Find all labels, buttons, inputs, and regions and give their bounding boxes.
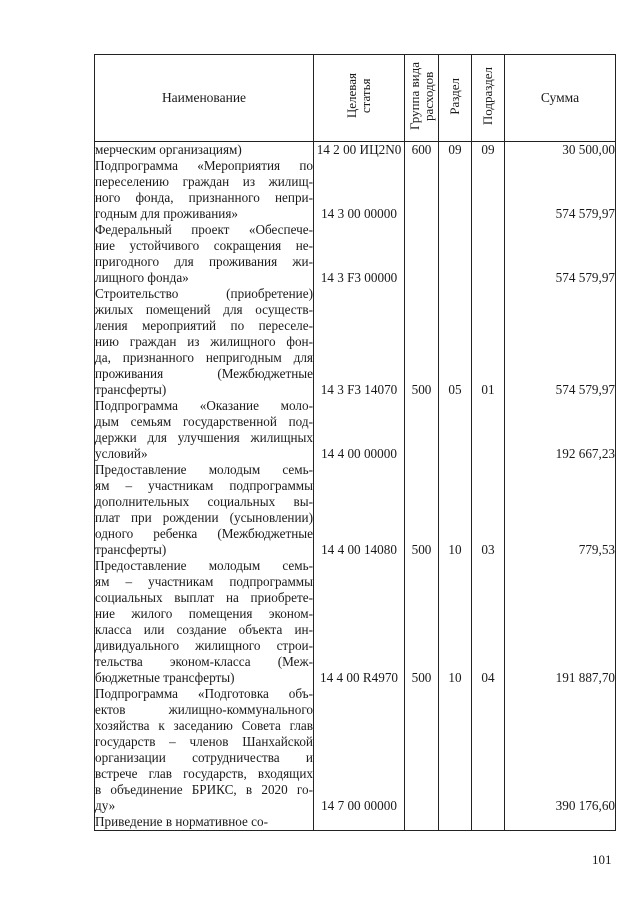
row-subsection: 01: [472, 286, 505, 398]
row-code: [314, 814, 405, 831]
row-name-line: бюджетные трансферты): [95, 670, 235, 685]
table-row: [95, 814, 616, 831]
row-section: 09: [439, 142, 472, 159]
row-name-line: условий»: [95, 446, 148, 461]
row-group: 600: [405, 142, 439, 159]
row-group: 500: [405, 286, 439, 398]
row-name: [95, 686, 314, 814]
row-sum: 574 579,97: [505, 286, 616, 398]
row-name-line: Строительство (приобретение): [95, 286, 313, 301]
row-subsection: [472, 158, 505, 222]
row-name-line: встрече глав государств, входящих: [95, 766, 313, 781]
row-name-line: одного ребенка (Межбюджетные: [95, 526, 313, 541]
row-name-line: дивидуального жилищного строи-: [95, 638, 313, 653]
row-name-line: трансферты): [95, 542, 167, 557]
row-group: [405, 398, 439, 462]
row-name-line: ектов жилищно-коммунального: [95, 702, 313, 717]
row-name-line: ям – участникам подпрограммы: [95, 478, 313, 493]
table-row: [95, 686, 616, 814]
row-code: 14 3 00 00000: [314, 158, 405, 222]
row-subsection: [472, 686, 505, 814]
row-code: 14 4 00 R4970: [314, 558, 405, 686]
row-group: [405, 222, 439, 286]
header-name: Наименование: [95, 55, 314, 142]
table-row: [95, 398, 616, 462]
row-name-line: класса или создание объекта ин-: [95, 622, 313, 637]
row-name-line: жилых помещений для осуществ-: [95, 302, 313, 317]
row-name-line: трансферты): [95, 382, 167, 397]
row-sum: 779,53: [505, 462, 616, 558]
row-section: [439, 814, 472, 831]
table-header-row: [95, 55, 616, 142]
row-sum: 30 500,00: [505, 142, 616, 159]
row-group: [405, 686, 439, 814]
row-sum: 191 887,70: [505, 558, 616, 686]
row-section: [439, 222, 472, 286]
table-row: [95, 142, 616, 159]
row-name-line: плат при рождении (усыновлении): [95, 510, 313, 525]
row-name: [95, 462, 314, 558]
table-row: [95, 222, 616, 286]
row-subsection: [472, 814, 505, 831]
table-row: [95, 158, 616, 222]
header-code-cell: [314, 55, 405, 142]
table-row: [95, 286, 616, 398]
row-section: [439, 686, 472, 814]
row-code: 14 7 00 00000: [314, 686, 405, 814]
row-code: 14 4 00 14080: [314, 462, 405, 558]
row-name-line: держки для улучшения жилищных: [95, 430, 313, 445]
header-code: Целевая статья: [344, 73, 373, 119]
row-group: [405, 158, 439, 222]
row-name-line: переселению граждан из жилищ-: [95, 174, 313, 189]
row-name-line: государств – членов Шанхайской: [95, 734, 313, 749]
header-group: Группа вида расходов: [406, 62, 436, 130]
page-number: 101: [592, 852, 612, 867]
row-name: [95, 814, 314, 831]
budget-table: [94, 54, 616, 831]
row-name-line: ления мероприятий по переселе-: [95, 318, 313, 333]
table-row: [95, 462, 616, 558]
header-group-cell: [405, 55, 439, 142]
row-name-line: ние устойчивого сокращения не-: [95, 238, 313, 253]
row-sum: 574 579,97: [505, 222, 616, 286]
row-name-line: Приведение в нормативное со-: [95, 814, 269, 829]
row-name-line: пригодного для проживания жи-: [95, 254, 313, 269]
row-code: 14 2 00 ИЦ2N0: [314, 142, 405, 159]
row-code: 14 3 F3 00000: [314, 222, 405, 286]
header-section-cell: [439, 55, 472, 142]
row-section: [439, 158, 472, 222]
row-name-line: Подпрограмма «Подготовка объ-: [95, 686, 313, 701]
row-name-line: дополнительных социальных вы-: [95, 494, 313, 509]
row-name-line: Предоставление молодым семь-: [95, 462, 313, 477]
row-name: [95, 286, 314, 398]
row-name: [95, 142, 314, 159]
row-section: 05: [439, 286, 472, 398]
row-name-line: нию граждан из жилищного фон-: [95, 334, 313, 349]
table-body: [95, 142, 616, 831]
row-sum: 192 667,23: [505, 398, 616, 462]
row-name-line: ду»: [95, 798, 116, 813]
row-sum: 390 176,60: [505, 686, 616, 814]
row-subsection: 03: [472, 462, 505, 558]
row-name-line: проживания (Межбюджетные: [95, 366, 313, 381]
row-name: [95, 398, 314, 462]
row-name-line: ям – участникам подпрограммы: [95, 574, 313, 589]
row-subsection: 04: [472, 558, 505, 686]
row-name-line: хозяйства к заседанию Совета глав: [95, 718, 313, 733]
row-name-line: лищного фонда»: [95, 270, 189, 285]
header-subsection: Подраздел: [480, 66, 495, 126]
row-name-line: ного фонда, признанного непри-: [95, 190, 313, 205]
row-name-line: Предоставление молодым семь-: [95, 558, 313, 573]
row-group: 500: [405, 558, 439, 686]
row-name-line: да, признанного непригодным для: [95, 350, 313, 365]
row-name-line: социальных выплат на приобрете-: [95, 590, 313, 605]
row-group: 500: [405, 462, 439, 558]
row-code: 14 3 F3 14070: [314, 286, 405, 398]
row-name-line: ние жилого помещения эконом-: [95, 606, 313, 621]
header-subsection-cell: [472, 55, 505, 142]
row-name-line: Подпрограмма «Оказание моло-: [95, 398, 313, 413]
row-name: [95, 558, 314, 686]
row-subsection: 09: [472, 142, 505, 159]
row-subsection: [472, 222, 505, 286]
row-name-line: Подпрограмма «Мероприятия по: [95, 158, 313, 173]
row-subsection: [472, 398, 505, 462]
row-sum: 574 579,97: [505, 158, 616, 222]
row-group: [405, 814, 439, 831]
row-name-line: в объединение БРИКС, в 2020 го-: [95, 782, 313, 797]
row-name-line: Федеральный проект «Обеспече-: [95, 222, 313, 237]
row-name-line: годным для проживания»: [95, 206, 238, 221]
header-sum: Сумма: [505, 55, 616, 142]
row-name-line: дым семьям государственной под-: [95, 414, 313, 429]
row-section: 10: [439, 558, 472, 686]
table-row: [95, 558, 616, 686]
row-section: [439, 398, 472, 462]
row-code: 14 4 00 00000: [314, 398, 405, 462]
row-sum: [505, 814, 616, 831]
row-name-line: мерческим организациям): [95, 142, 242, 157]
header-section: Раздел: [447, 77, 462, 115]
row-name: [95, 158, 314, 222]
row-name-line: тельства эконом-класса (Меж-: [95, 654, 313, 669]
row-name: [95, 222, 314, 286]
row-name-line: организации сотрудничества и: [95, 750, 313, 765]
row-section: 10: [439, 462, 472, 558]
